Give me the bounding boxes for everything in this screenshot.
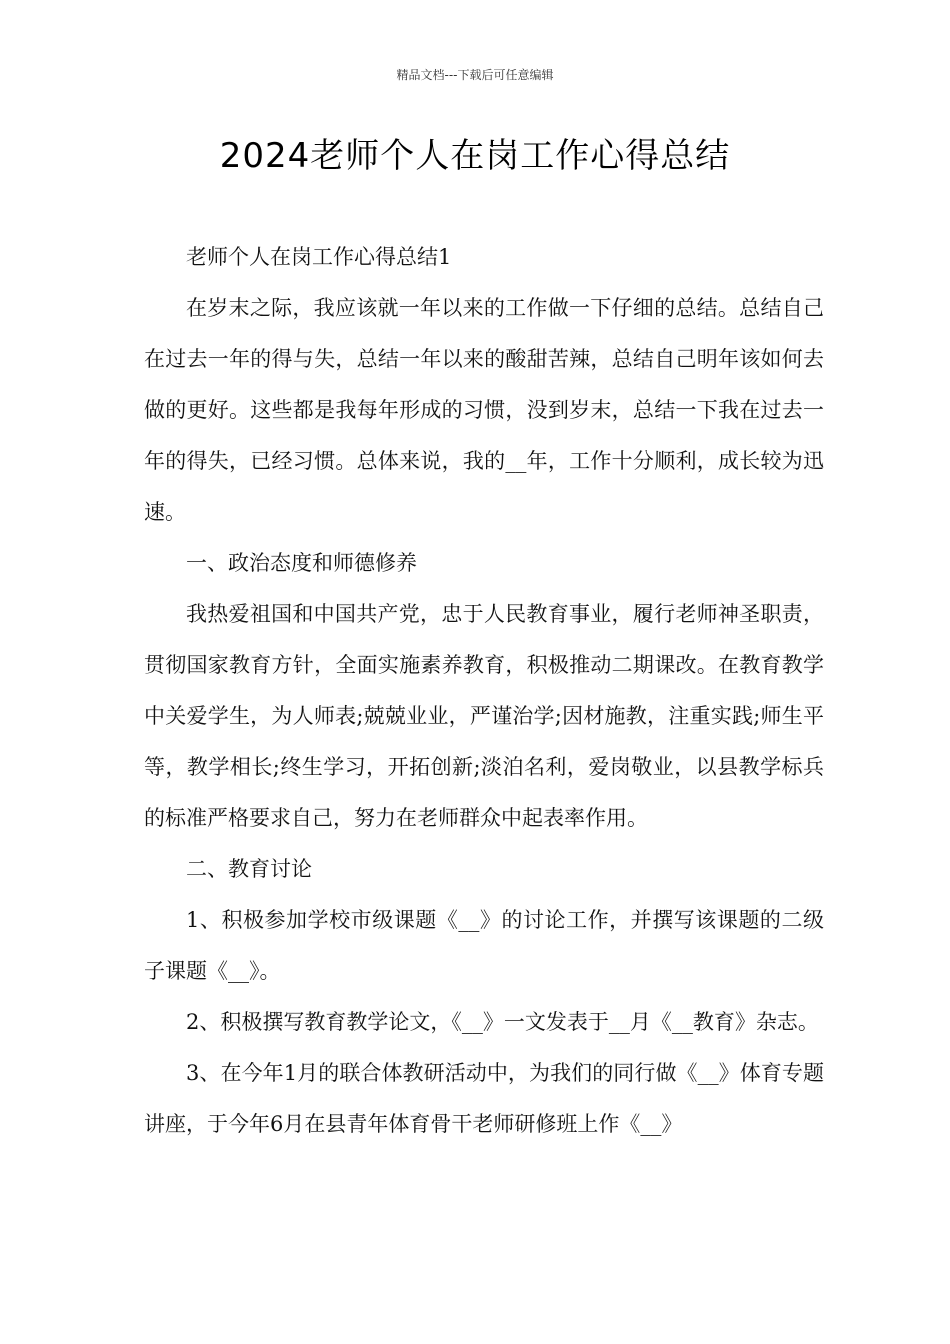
paragraph: 在岁末之际，我应该就一年以来的工作做一下仔细的总结。总结自己在过去一年的得与失，总结一年以来的酸甜苦辣，总结自己明年该如何去做的更好。这些都是我每年形成的习惯，没到岁末，总结一下我在过去一年的得失，已经习惯。总体来说，我的__年，工作十分顺利，成长较为迅速。 [144,296,824,524]
document-body [144,232,824,1150]
document-title: 2024老师个人在岗工作心得总结 [219,136,731,176]
section-heading: 一、政治态度和师德修养 [186,551,417,575]
section-heading: 二、教育讨论 [186,857,312,881]
section-title: 老师个人在岗工作心得总结1 [186,245,452,269]
list-item: 1、积极参加学校市级课题《__》的讨论工作，并撰写该课题的二级子课题《__》。 [144,908,824,983]
list-item: 2、积极撰写教育教学论文，《__》一文发表于__月《__教育》杂志。 [186,1010,819,1034]
list-item: 3、在今年1月的联合体教研活动中，为我们的同行做《__》体育专题讲座，于今年6月在县青年体育骨干老师研修班上作《__》 [144,1061,824,1136]
header-note: 精品文档---下载后可任意编辑 [396,68,554,82]
paragraph: 我热爱祖国和中国共产党，忠于人民教育事业，履行老师神圣职责，贯彻国家教育方针，全面实施素养教育，积极推动二期课改。在教育教学中关爱学生，为人师表;兢兢业业，严谨治学;因材施教，注重实践;师生平等，教学相长;终生学习，开拓创新;淡泊名利，爱岗敬业，以县教学标兵的标准严格要求自己，努力在老师群众中起表率作用。 [144,602,824,830]
